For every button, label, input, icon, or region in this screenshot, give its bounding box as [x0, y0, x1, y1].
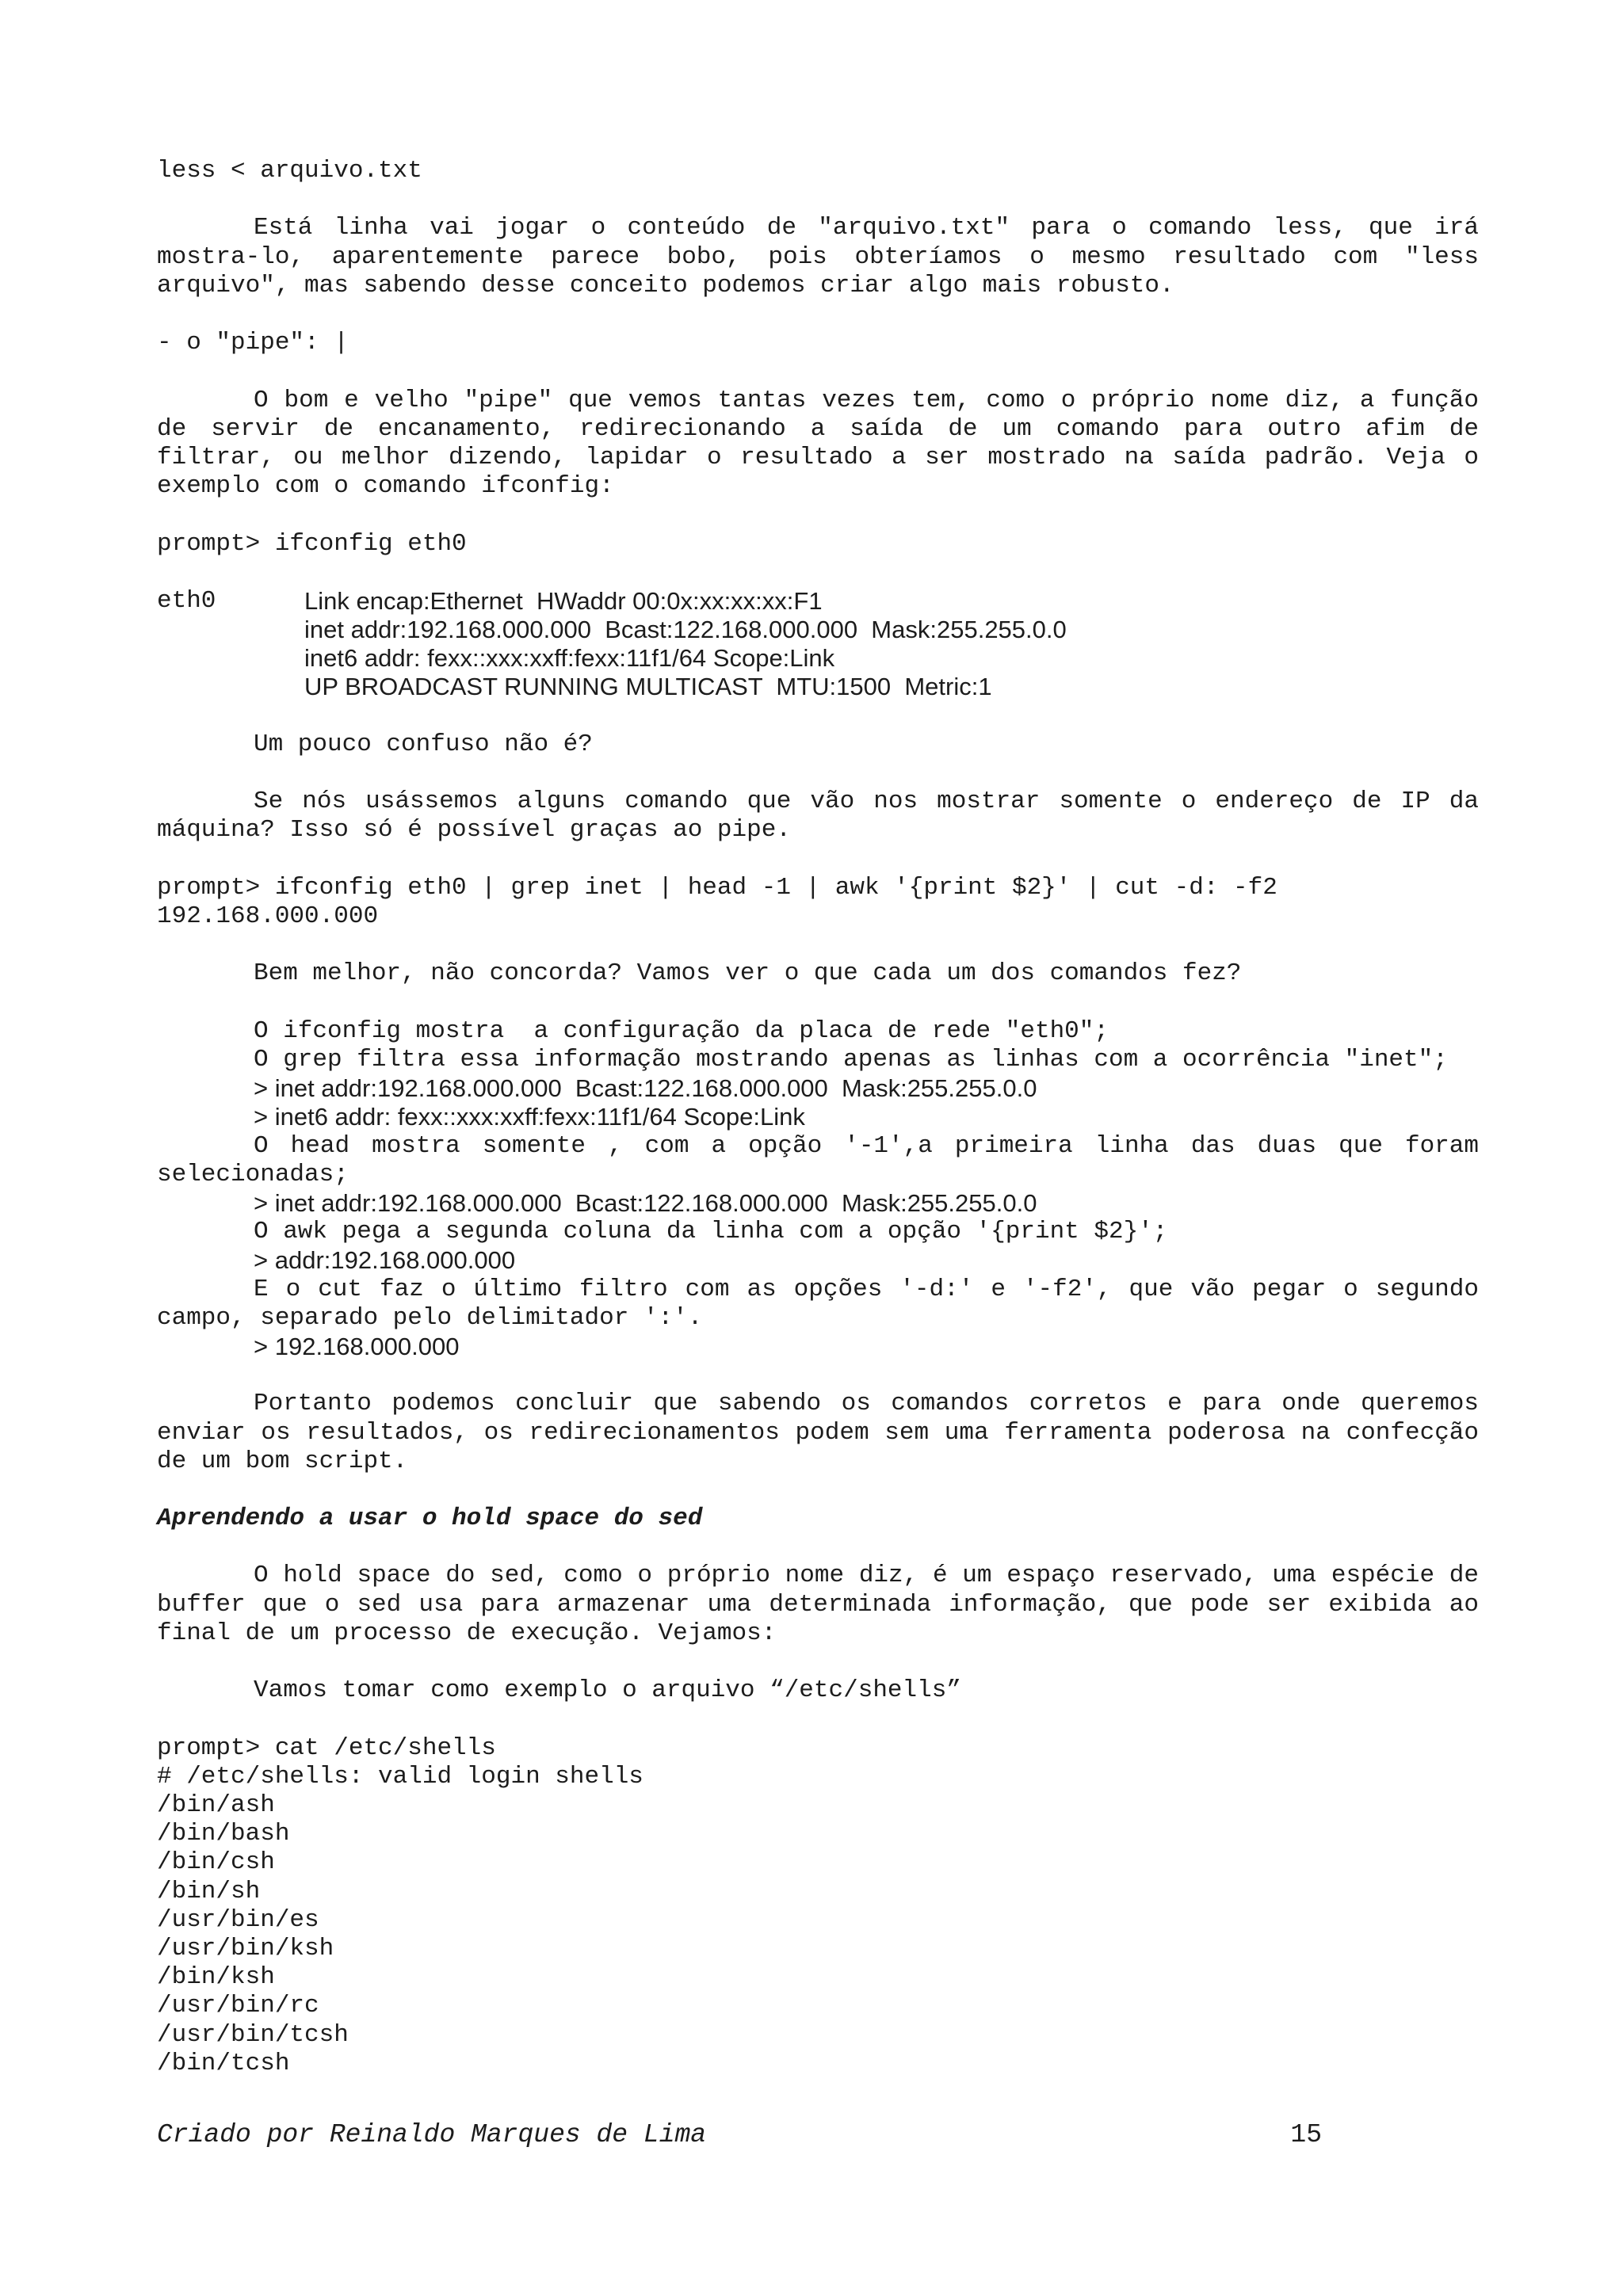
ifconfig-line: Link encap:Ethernet HWaddr 00:0x:xx:xx:xx:F1 [304, 586, 823, 615]
para-portanto: Portanto podemos concluir que sabendo os comandos corretos e para onde queremos enviar os resultados, os redirecionamentos podem sem uma ferramenta poderosa na confecção de um bom script. [157, 1390, 1479, 1475]
para-hold: O hold space do sed, como o próprio nome diz, é um espaço reservado, uma espécie de buffer que o sed usa para armazenar uma determinada informação, que pode ser exibida ao final de um processo de execução. Vejamos: [157, 1562, 1479, 1647]
explain-head: O head mostra somente , com a opção '-1',a primeira linha das duas que foram selecionadas; [157, 1131, 1479, 1188]
page-number: 15 [1290, 2120, 1322, 2149]
shells-line: /usr/bin/tcsh [157, 2020, 349, 2049]
para-bem: Bem melhor, não concorda? Vamos ver o que cada um dos comandos fez? [254, 959, 1242, 988]
explain-awk-out: > addr:192.168.000.000 [254, 1246, 516, 1275]
para-se: Se nós usássemos alguns comando que vão nos mostrar somente o endereço de IP da máquina? Isso só é possível graças ao pipe. [157, 788, 1479, 845]
pipeline-output: 192.168.000.000 [157, 902, 379, 931]
cmd-ifconfig: prompt> ifconfig eth0 [157, 529, 467, 558]
shells-line: /bin/csh [157, 1848, 275, 1877]
ifconfig-line: inet6 addr: fexx::xxx:xxff:fexx:11f1/64 Scope:Link [304, 644, 835, 673]
shells-line: /usr/bin/rc [157, 1992, 319, 2020]
shells-line: # /etc/shells: valid login shells [157, 1762, 643, 1791]
explain-ifconfig: O ifconfig mostra a configuração da placa de rede "eth0"; [254, 1016, 1109, 1045]
explain-head-out: > inet addr:192.168.000.000 Bcast:122.168.000.000 Mask:255.255.0.0 [254, 1188, 1037, 1217]
explain-grep-out1: > inet addr:192.168.000.000 Bcast:122.168.000.000 Mask:255.255.0.0 [254, 1074, 1037, 1103]
cmd-pipeline: prompt> ifconfig eth0 | grep inet | head -1 | awk '{print $2}' | cut -d: -f2 [157, 873, 1277, 902]
explain-grep: O grep filtra essa informação mostrando apenas as linhas com a ocorrência "inet"; [254, 1045, 1448, 1074]
shells-line: /bin/ksh [157, 1963, 275, 1992]
shells-line: /bin/ash [157, 1791, 275, 1820]
ifconfig-iface: eth0 [157, 586, 216, 615]
page-footer [157, 2120, 1322, 2149]
para-confuso: Um pouco confuso não é? [254, 730, 593, 758]
shells-line: /bin/sh [157, 1877, 261, 1905]
document-page [157, 157, 1479, 2078]
para-exemplo: Vamos tomar como exemplo o arquivo “/etc/shells” [254, 1676, 961, 1705]
ifconfig-line: inet addr:192.168.000.000 Bcast:122.168.000.000 Mask:255.255.0.0 [304, 616, 1067, 644]
ifconfig-output [157, 587, 1479, 702]
explain-cut: E o cut faz o último filtro com as opções '-d:' e '-f2', que vão pegar o segundo campo, separado pelo delimitador ':'. [157, 1275, 1479, 1332]
explain-awk: O awk pega a segunda coluna da linha com a opção '{print $2}'; [254, 1218, 1168, 1246]
section-heading: Aprendendo a usar o hold space do sed [157, 1505, 703, 1533]
explain-grep-out2: > inet6 addr: fexx::xxx:xxff:fexx:11f1/64 Scope:Link [254, 1103, 805, 1131]
shells-line: /usr/bin/es [157, 1905, 319, 1934]
ifconfig-line: UP BROADCAST RUNNING MULTICAST MTU:1500 Metric:1 [304, 673, 992, 701]
shells-line: /bin/bash [157, 1820, 290, 1848]
shells-output [157, 1763, 1479, 2078]
para-less: Está linha vai jogar o conteúdo de "arquivo.txt" para o comando less, que irá mostra-lo, aparentemente parece bobo, pois obteríamos o mesmo resultado com "less arquivo", mas sabendo desse conceito podemos criar algo mais robusto. [157, 214, 1479, 299]
explain-cut-out: > 192.168.000.000 [254, 1332, 460, 1360]
footer-author: Criado por Reinaldo Marques de Lima [157, 2120, 707, 2149]
shells-line: /usr/bin/ksh [157, 1934, 334, 1962]
shells-line: /bin/tcsh [157, 2049, 290, 2077]
para-pipe: O bom e velho "pipe" que vemos tantas vezes tem, como o próprio nome diz, a função de servir de encanamento, redirecionando a saída de um comando para outro afim de filtrar, ou melhor dizendo, lapidar o resultado a ser mostrado na saída padrão. Veja o exemplo com o comando ifconfig: [157, 386, 1479, 501]
explain-block [157, 1017, 1479, 1361]
cmd-less: less < arquivo.txt [157, 157, 422, 185]
cmd-cat: prompt> cat /etc/shells [157, 1733, 496, 1762]
pipe-title: - o "pipe": | [157, 329, 349, 357]
